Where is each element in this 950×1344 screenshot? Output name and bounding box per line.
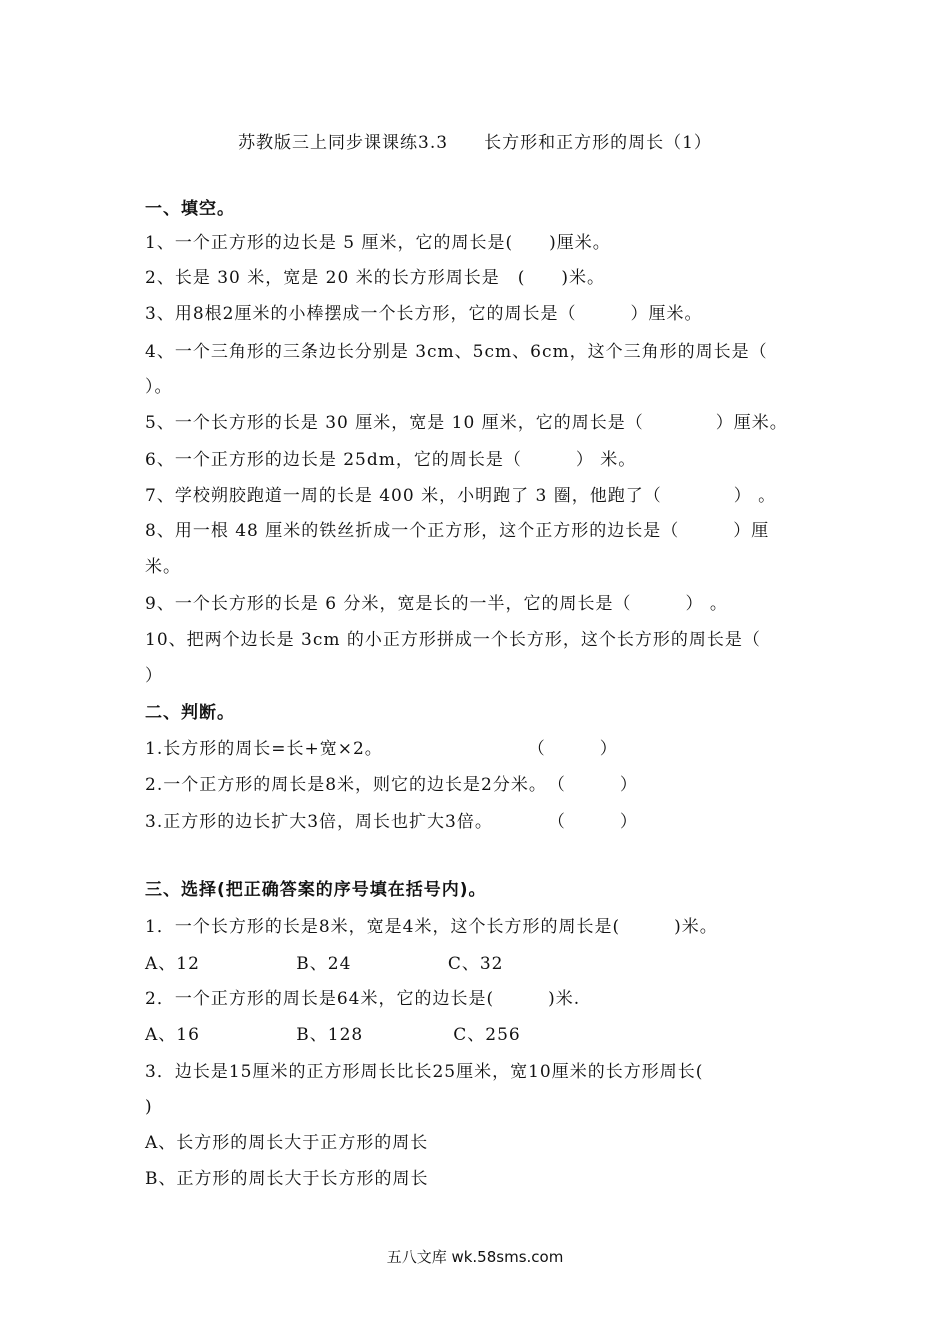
question-line: 6、一个正方形的边长是 25dm，它的周长是（ ） 米。: [145, 450, 637, 470]
option-line: A、长方形的周长大于正方形的周长: [145, 1133, 429, 1153]
section-judge-heading: 二、判断。: [145, 703, 235, 723]
option-line: A、12 B、24 C、32: [145, 954, 504, 974]
question-line: 2．一个正方形的周长是64米，它的边长是( )米.: [145, 989, 581, 1009]
question-line: ）。: [145, 377, 173, 397]
question-line: 5、一个长方形的长是 30 厘米，宽是 10 厘米，它的周长是（ ）厘米。: [145, 413, 788, 433]
option-line: B、正方形的周长大于长方形的周长: [145, 1169, 429, 1189]
question-line: 1、一个正方形的边长是 5 厘米，它的周长是( )厘米。: [145, 233, 611, 253]
question-line: 3、用8根2厘米的小棒摆成一个长方形，它的周长是（ ）厘米。: [145, 304, 703, 324]
option-line: A、16 B、128 C、256: [145, 1025, 521, 1045]
question-line: 2、长是 30 米，宽是 20 米的长方形周长是 ( )米。: [145, 268, 605, 288]
question-line: 米。: [145, 557, 181, 577]
question-line: ): [145, 1097, 153, 1117]
question-line: 1．一个长方形的长是8米，宽是4米，这个长方形的周长是( )米。: [145, 917, 718, 937]
question-line: 8、用一根 48 厘米的铁丝折成一个正方形，这个正方形的边长是（ ）厘: [145, 521, 770, 541]
question-line: 10、把两个边长是 3cm 的小正方形拼成一个长方形，这个长方形的周长是（: [145, 630, 761, 650]
page-title: 苏教版三上同步课课练3.3 长方形和正方形的周长（1）: [238, 133, 712, 153]
question-line: 9、一个长方形的长是 6 分米，宽是长的一半，它的周长是（ ） 。: [145, 594, 728, 614]
question-line: ）: [145, 666, 163, 686]
footer-watermark: 五八文库 wk.58sms.com: [386, 1248, 564, 1266]
question-line: 3．边长是15厘米的正方形周长比长25厘米，宽10厘米的长方形周长(: [145, 1062, 704, 1082]
section-fill-blank-heading: 一、填空。: [145, 199, 235, 219]
question-line: 4、一个三角形的三条边长分别是 3cm、5cm、6cm，这个三角形的周长是（: [145, 342, 768, 362]
question-line: 7、学校朔胶跑道一周的长是 400 米，小明跑了 3 圈，他跑了（ ） 。: [145, 486, 777, 506]
section-choice-heading: 三、选择(把正确答案的序号填在括号内)。: [145, 880, 487, 900]
question-line: 1.长方形的周长=长+宽×2。 （ ）: [145, 739, 618, 759]
question-line: 2.一个正方形的周长是8米，则它的边长是2分米。 （ ）: [145, 775, 638, 795]
question-line: 3.正方形的边长扩大3倍，周长也扩大3倍。 （ ）: [145, 812, 638, 832]
